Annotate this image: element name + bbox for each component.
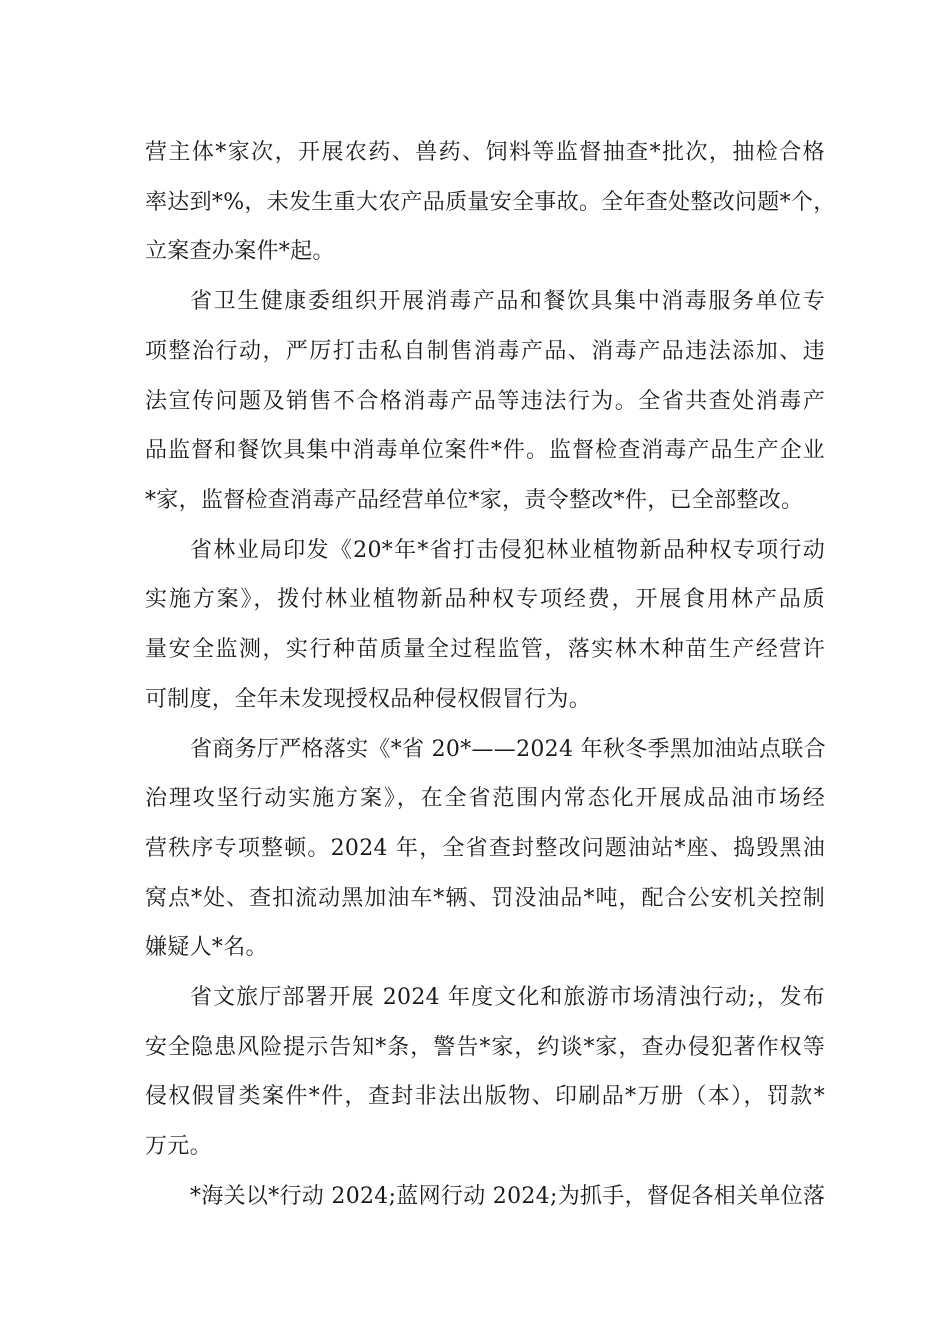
text-line: 率达到*%，未发生重大农产品质量安全事故。全年查处整改问题*个， [145,190,836,215]
text-line: 嫌疑人*名。 [145,935,268,960]
text-line: 法宣传问题及销售不合格消毒产品等违法行为。全省共查处消毒产 [145,389,825,414]
text-line: 营秩序专项整顿。2024 年，全省查封整改问题油站*座、捣毁黑油 [145,836,825,861]
text-line: 窝点*处、查扣流动黑加油车*辆、罚没油品*吨，配合公安机关控制 [145,886,825,911]
text-line: 治理攻坚行动实施方案》，在全省范围内常态化开展成品油市场经 [145,786,825,811]
text-line: 量安全监测，实行种苗质量全过程监管，落实林木种苗生产经营许 [145,637,825,662]
paragraph-first-line: 省林业局印发《20*年*省打击侵犯林业植物新品种权专项行动 [190,538,825,563]
text-line: 安全隐患风险提示告知*条，警告*家，约谈*家，查办侵犯著作权等 [145,1035,825,1060]
text-line: 项整治行动，严厉打击私自制售消毒产品、消毒产品违法添加、违 [145,339,825,364]
text-line: 可制度，全年未发现授权品种侵权假冒行为。 [145,687,592,712]
text-line: 实施方案》，拨付林业植物新品种权专项经费，开展食用林产品质 [145,587,825,612]
paragraph-first-line: 省卫生健康委组织开展消毒产品和餐饮具集中消毒服务单位专 [190,289,825,314]
text-line: 万元。 [145,1134,212,1159]
text-line: 品监督和餐饮具集中消毒单位案件*件。监督检查消毒产品生产企业 [145,438,825,463]
paragraph-first-line: 省文旅厅部署开展 2024 年度文化和旅游市场清浊行动;，发布 [190,985,825,1010]
text-line: 侵权假冒类案件*件，查封非法出版物、印刷品*万册（本），罚款* [145,1084,825,1109]
text-line: 立案查办案件*起。 [145,239,335,264]
paragraph-first-line: *海关以*行动 2024;蓝网行动 2024;为抓手，督促各相关单位落 [190,1184,826,1209]
paragraph-first-line: 省商务厅严格落实《*省 20*——2024 年秋冬季黑加油站点联合 [190,737,826,762]
text-line: *家，监督检查消毒产品经营单位*家，责令整改*件，已全部整改。 [145,488,804,513]
text-line: 营主体*家次，开展农药、兽药、饲料等监督抽查*批次，抽检合格 [145,140,825,165]
